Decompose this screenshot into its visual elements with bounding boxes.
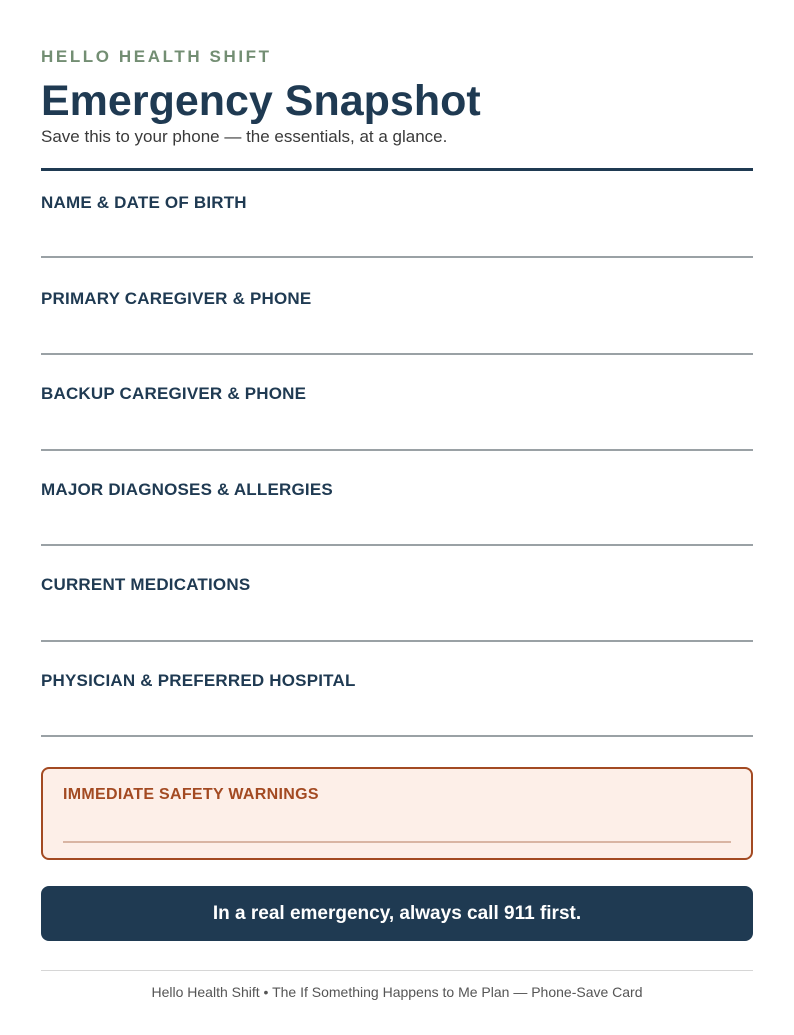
call-911-banner: In a real emergency, always call 911 first.: [41, 886, 753, 941]
safety-warnings-label: IMMEDIATE SAFETY WARNINGS: [63, 786, 319, 803]
footer-divider: [41, 970, 753, 971]
field-backup-caregiver[interactable]: [41, 356, 753, 451]
field-name-dob[interactable]: [41, 163, 753, 258]
field-label: MAJOR DIAGNOSES & ALLERGIES: [41, 480, 333, 499]
page-title: Emergency Snapshot: [41, 77, 481, 125]
footer-text: Hello Health Shift • The If Something Happens to Me Plan — Phone-Save Card: [151, 984, 643, 1000]
safety-warnings-box[interactable]: [41, 767, 753, 860]
field-primary-caregiver[interactable]: [41, 260, 753, 355]
field-label: CURRENT MEDICATIONS: [41, 575, 251, 594]
field-label: NAME & DATE OF BIRTH: [41, 193, 247, 212]
brand-name: HELLO HEALTH SHIFT: [41, 47, 272, 66]
field-current-medications[interactable]: [41, 547, 753, 642]
page-subtitle: Save this to your phone — the essentials, at a glance.: [41, 127, 448, 146]
field-diagnoses-allergies[interactable]: [41, 451, 753, 546]
field-label: PRIMARY CAREGIVER & PHONE: [41, 289, 312, 308]
field-label: BACKUP CAREGIVER & PHONE: [41, 384, 307, 403]
field-label: PHYSICIAN & PREFERRED HOSPITAL: [41, 671, 356, 690]
field-physician-hospital[interactable]: [41, 642, 753, 737]
safety-warnings-write-line: [63, 841, 731, 843]
